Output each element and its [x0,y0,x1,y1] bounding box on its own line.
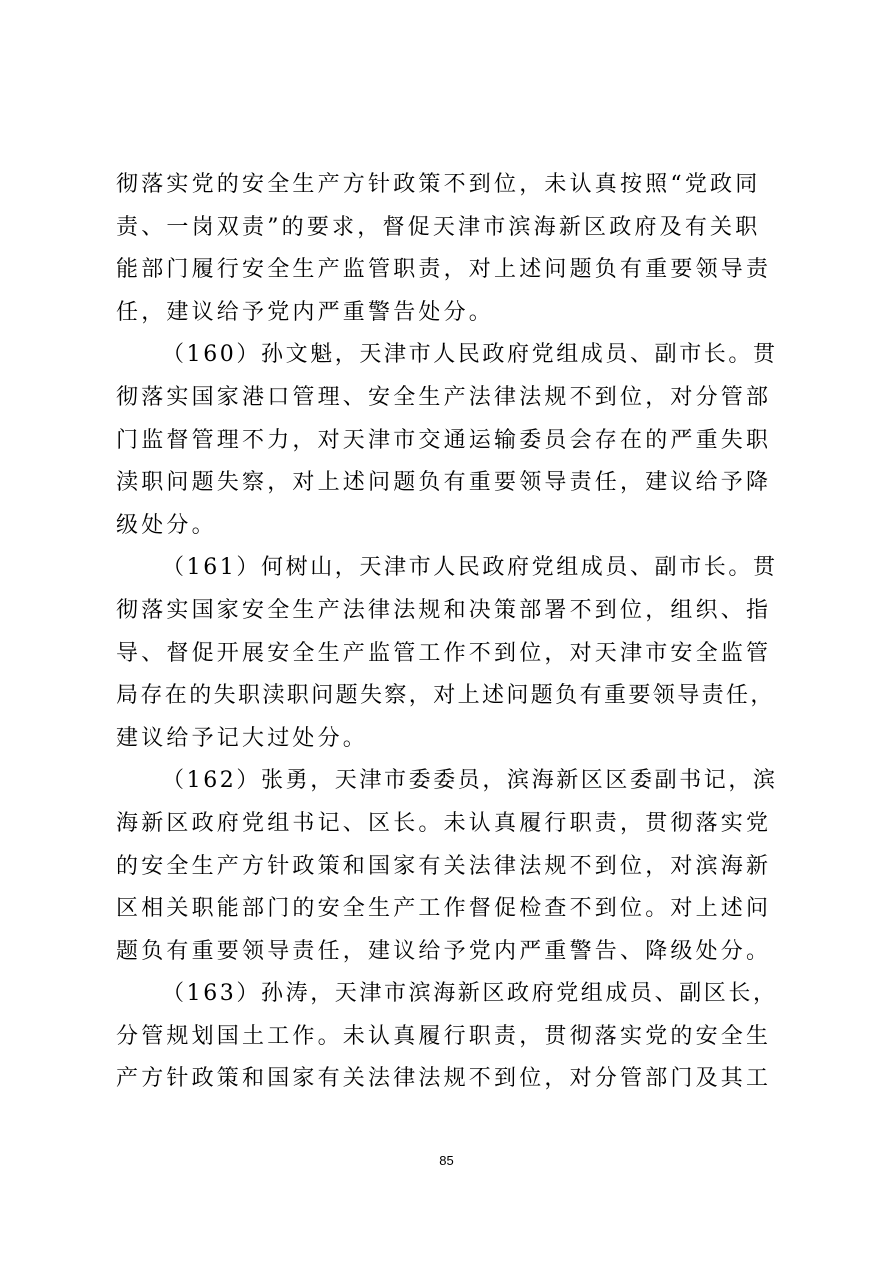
paragraph-162-start: （162）张勇，天津市委委员，滨海新区区委副书记，滨 [162,768,778,794]
text-line: 的安全生产方针政策和国家有关法律法规不到位，对滨海新 [116,853,772,879]
text-line: 彻落实国家安全生产法律法规和决策部署不到位，组织、指 [116,597,772,623]
text-line: 产方针政策和国家有关法律法规不到位，对分管部门及其工 [116,1066,772,1092]
paragraph-161-start: （161）何树山，天津市人民政府党组成员、副市长。贯 [162,555,778,581]
paragraph-163-start: （163）孙涛，天津市滨海新区政府党组成员、副区长， [162,981,778,1007]
text-line: 海新区政府党组书记、区长。未认真履行职责，贯彻落实党 [116,810,772,836]
text-line: 能部门履行安全生产监管职责，对上述问题负有重要领导责 [116,257,772,283]
text-line: 建议给予记大过处分。 [116,725,369,751]
text-line: 任，建议给予党内严重警告处分。 [116,299,495,325]
paragraph-160-start: （160）孙文魁，天津市人民政府党组成员、副市长。贯 [162,342,778,368]
page-number: 85 [439,1153,454,1168]
text-line: 局存在的失职渎职问题失察，对上述问题负有重要领导责任， [116,683,775,709]
text-line: 题负有重要领导责任，建议给予党内严重警告、降级处分。 [116,938,772,964]
text-line: 区相关职能部门的安全生产工作督促检查不到位。对上述问 [116,896,772,922]
text-line: 分管规划国土工作。未认真履行职责，贯彻落实党的安全生 [116,1023,772,1049]
text-line: 门监督管理不力，对天津市交通运输委员会存在的严重失职 [116,427,772,453]
text-line: 渎职问题失察，对上述问题负有重要领导责任，建议给予降 [116,470,772,496]
text-line: 彻落实党的安全生产方针政策不到位，未认真按照“党政同 [116,172,761,197]
text-line: 彻落实国家港口管理、安全生产法律法规不到位，对分管部 [116,384,772,410]
text-line: 级处分。 [116,512,217,538]
text-line: 导、督促开展安全生产监管工作不到位，对天津市安全监管 [116,640,772,666]
body-text [116,164,778,1101]
text-line: 责、一岗双责”的要求，督促天津市滨海新区政府及有关职 [116,214,761,240]
